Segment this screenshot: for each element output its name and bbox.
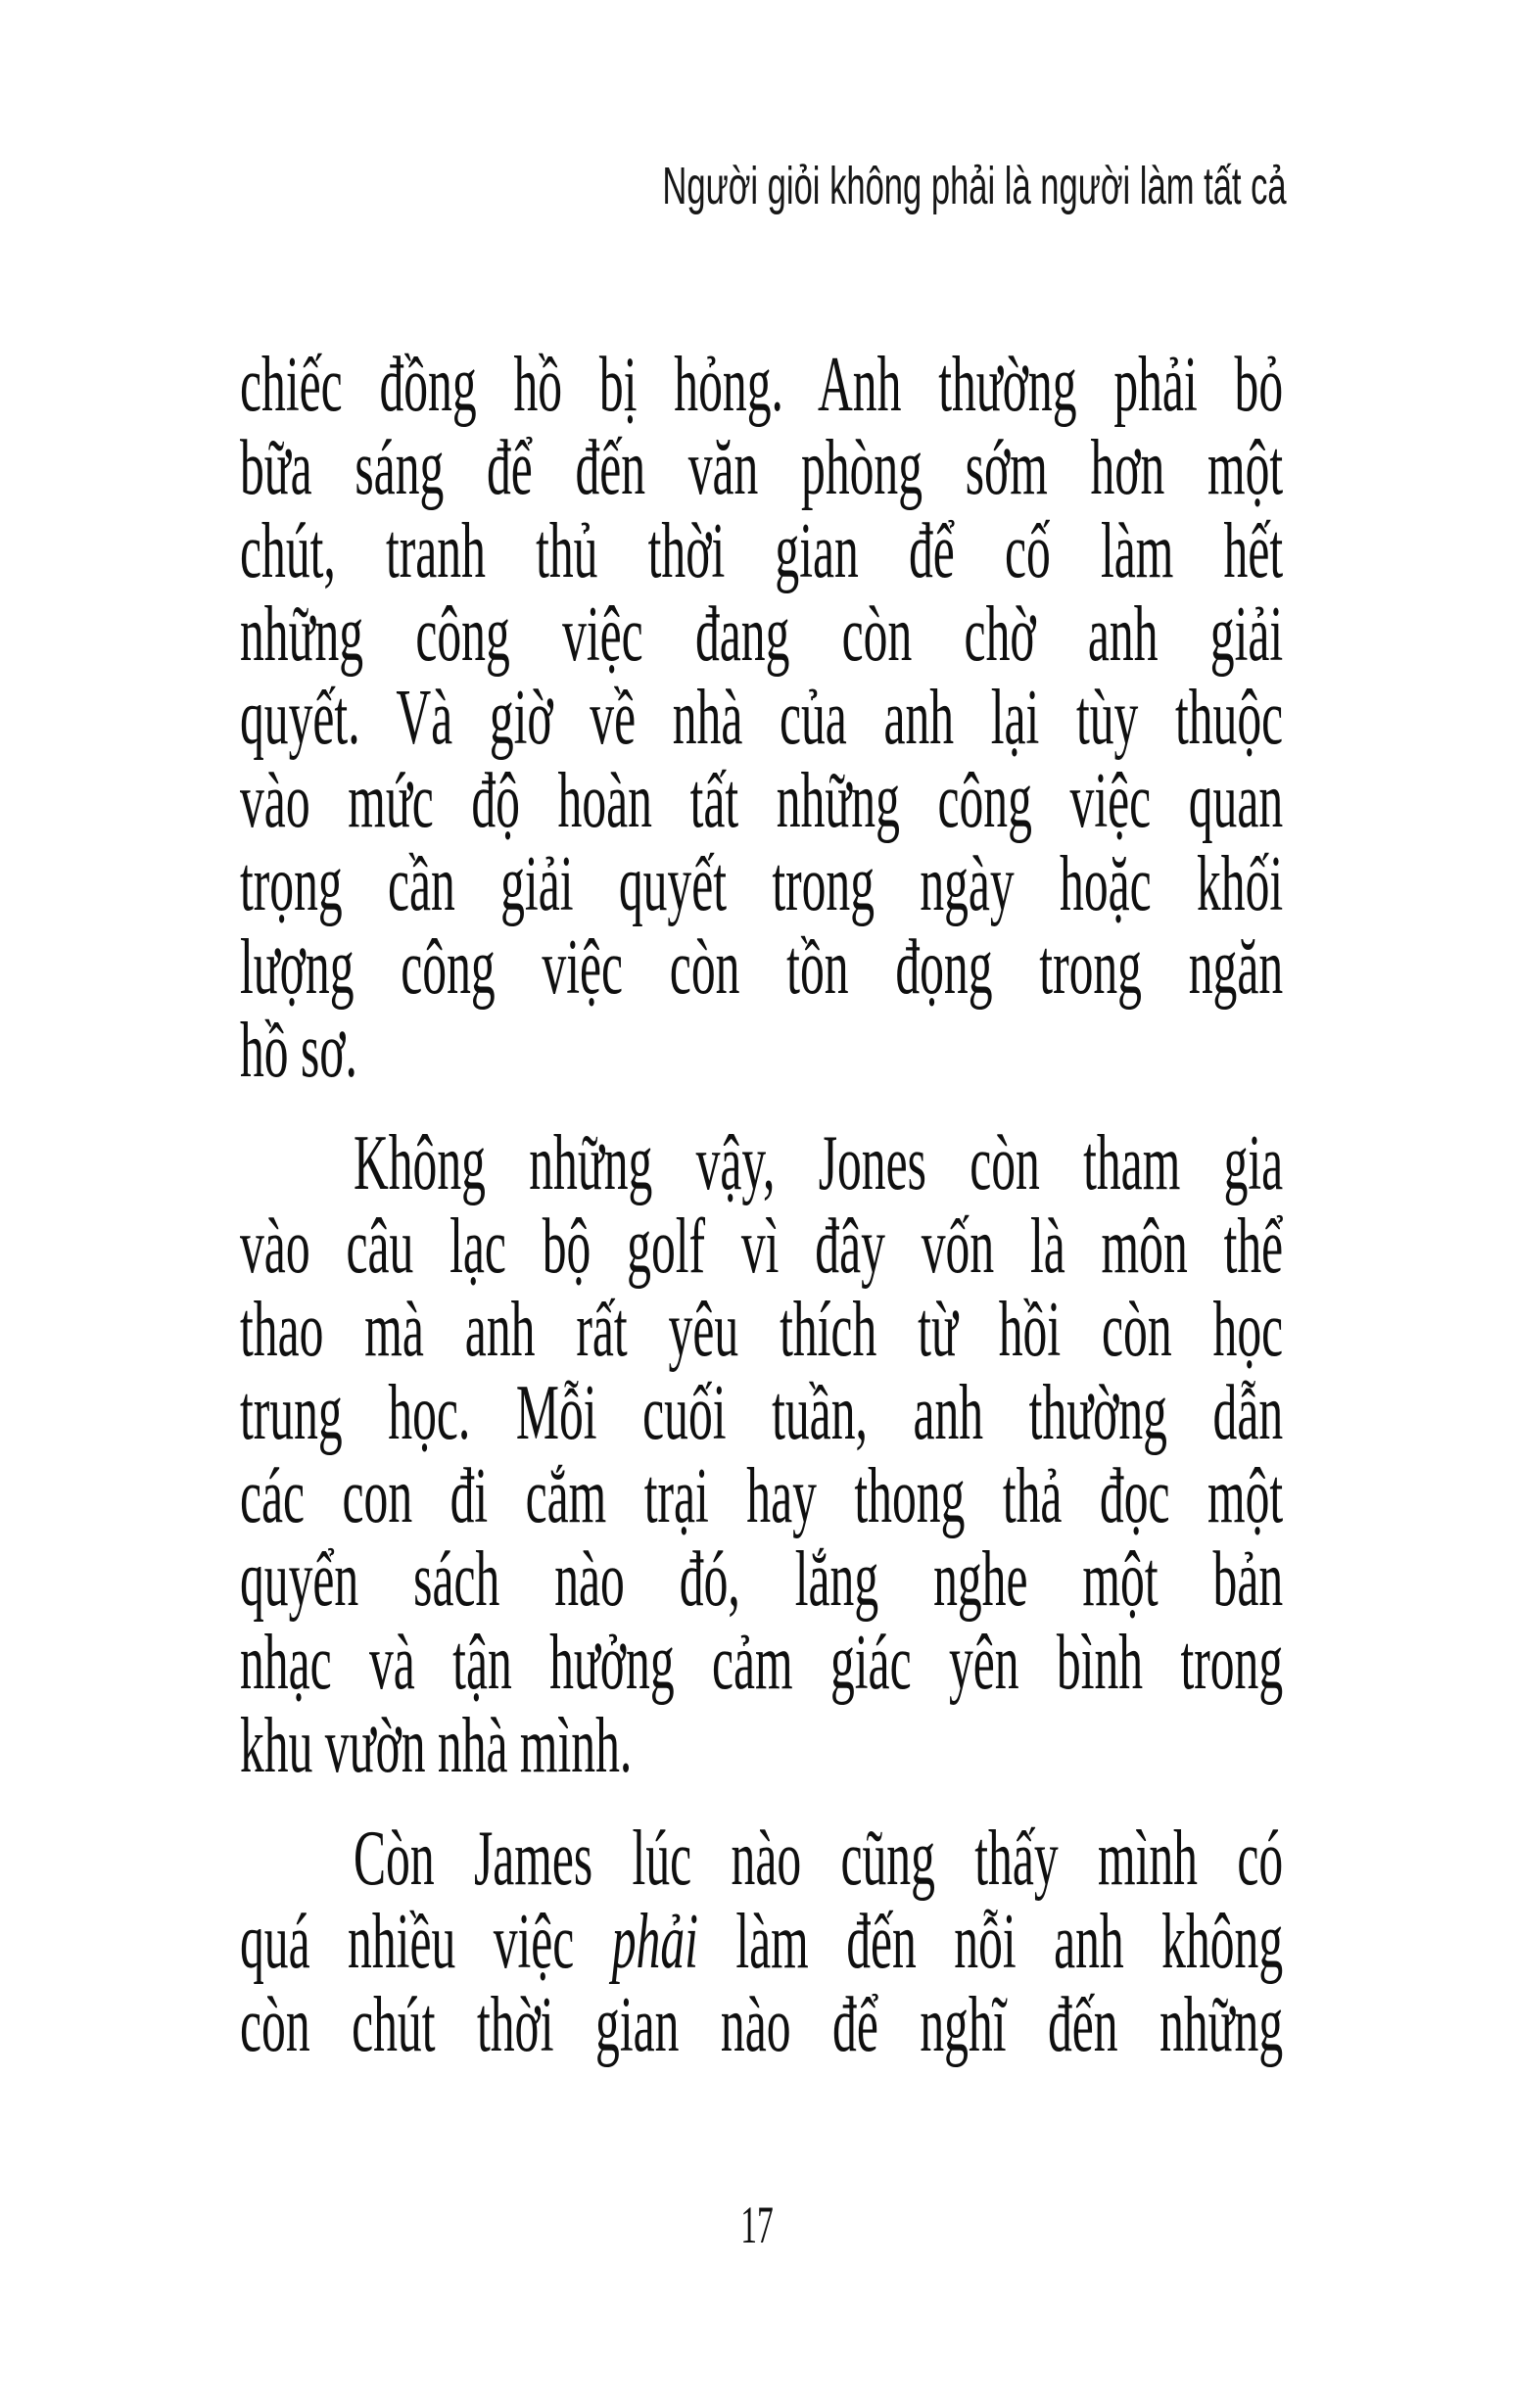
text-segment: các con đi cắm trại hay thong thả đọc một	[240, 1453, 1284, 1539]
text-segment: lượng công việc còn tồn đọng trong ngăn	[240, 924, 1284, 1011]
text-segment: vào mức độ hoàn tất những công việc quan	[240, 758, 1284, 844]
text-segment: còn chút thời gian nào để nghĩ đến những	[240, 1982, 1284, 2068]
body-line	[240, 510, 1283, 593]
body-line	[240, 760, 1283, 843]
body-line	[240, 926, 1283, 1010]
running-header: Người giỏi không phải là người làm tất cả	[662, 157, 1287, 215]
body-line	[240, 1705, 1283, 1788]
text-segment: những công việc đang còn chờ anh giải	[240, 591, 1284, 678]
text-segment: khu vườn nhà mình.	[240, 1703, 633, 1789]
text-segment: trọng cần giải quyết trong ngày hoặc khối	[240, 841, 1284, 927]
text-segment: quyết. Và giờ về nhà của anh lại tùy thuộc	[240, 675, 1284, 761]
page-number-value: 17	[740, 2196, 774, 2254]
text-segment: hồ sơ.	[240, 1008, 357, 1094]
body-text	[240, 344, 1283, 2067]
body-line	[240, 344, 1283, 427]
paragraph	[240, 1818, 1283, 2067]
body-line	[240, 427, 1283, 510]
text-segment: Còn James lúc nào cũng thấy mình có	[353, 1816, 1284, 1902]
body-line	[240, 677, 1283, 760]
body-line	[240, 1901, 1283, 1984]
paragraph	[240, 1122, 1283, 1788]
body-line	[240, 1205, 1283, 1289]
body-line	[240, 1122, 1283, 1205]
text-segment: quyển sách nào đó, lắng nghe một bản	[240, 1536, 1284, 1623]
body-line	[240, 1984, 1283, 2067]
body-line	[240, 1010, 1283, 1093]
page-number	[0, 2196, 1514, 2254]
body-line	[240, 1372, 1283, 1455]
text-segment: quá nhiều việc	[240, 1899, 612, 1985]
text-segment: làm đến nỗi anh không	[697, 1899, 1284, 1985]
text-segment: vào câu lạc bộ golf vì đây vốn là môn thể	[240, 1204, 1284, 1290]
text-segment: thao mà anh rất yêu thích từ hồi còn học	[240, 1287, 1284, 1373]
text-segment: Không những vậy, Jones còn tham gia	[353, 1120, 1284, 1206]
text-segment: nhạc và tận hưởng cảm giác yên bình trong	[240, 1620, 1284, 1706]
text-segment: chút, tranh thủ thời gian để cố làm hết	[240, 508, 1284, 594]
body-line	[240, 1289, 1283, 1372]
text-segment: trung học. Mỗi cuối tuần, anh thường dẫn	[240, 1370, 1284, 1456]
body-line	[240, 1818, 1283, 1901]
body-line	[240, 593, 1283, 677]
body-line	[240, 1455, 1283, 1538]
text-segment: chiếc đồng hồ bị hỏng. Anh thường phải bỏ	[240, 342, 1284, 428]
text-segment: bữa sáng để đến văn phòng sớm hơn một	[240, 425, 1284, 511]
body-line	[240, 1622, 1283, 1705]
italic-text: phải	[611, 1899, 698, 1985]
paragraph	[240, 344, 1283, 1093]
body-line	[240, 843, 1283, 926]
body-line	[240, 1538, 1283, 1622]
